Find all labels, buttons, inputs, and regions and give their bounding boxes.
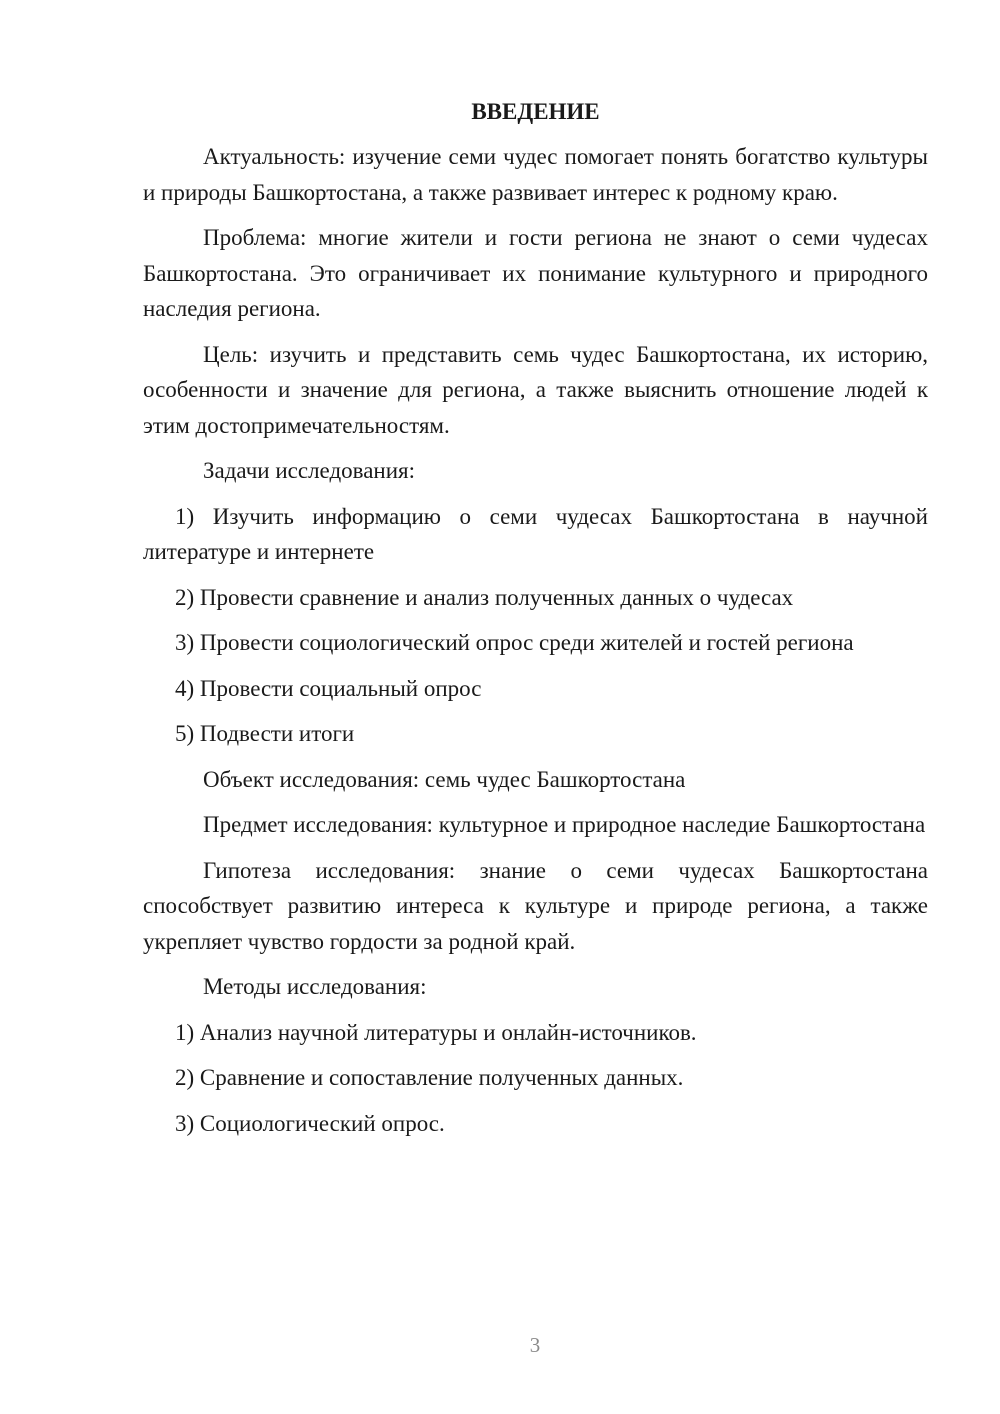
object-paragraph: Объект исследования: семь чудес Башкортостана [203, 766, 686, 792]
method-item: 1) Анализ научной литературы и онлайн-источников. [175, 1019, 697, 1045]
page-body [143, 94, 928, 1151]
task-item: 5) Подвести итоги [175, 721, 355, 746]
goal-paragraph: Цель: изучить и представить семь чудес Башкортостана, их историю, особенности и значение для региона, а также выяснить отношение людей к этим достопримечательностям. [143, 341, 928, 438]
problem-paragraph: Проблема: многие жители и гости региона не знают о семи чудесах Башкортостана. Это ограничивает их понимание культурного и природного наследия региона. [143, 225, 928, 321]
tasks-title: Задачи исследования: [203, 458, 416, 483]
task-item: 3) Провести социологический опрос среди жителей и гостей региона [175, 630, 854, 655]
methods-title: Методы исследования: [203, 974, 427, 999]
tasks-list [143, 499, 928, 752]
section-heading: ВВЕДЕНИЕ [471, 99, 600, 124]
task-item: 2) Провести сравнение и анализ полученных данных о чудесах [175, 584, 794, 610]
page-number: 3 [529, 1333, 541, 1357]
method-item: 3) Социологический опрос. [175, 1110, 445, 1136]
relevance-paragraph: Актуальность: изучение семи чудес помогает понять богатство культуры и природы Башкортостана, а также развивает интерес к родному краю. [143, 144, 928, 205]
subject-paragraph: Предмет исследования: культурное и природное наследие Башкортостана [203, 812, 926, 837]
methods-list [143, 1015, 928, 1142]
task-item: 4) Провести социальный опрос [175, 675, 482, 701]
method-item: 2) Сравнение и сопоставление полученных данных. [175, 1065, 684, 1090]
hypothesis-paragraph: Гипотеза исследования: знание о семи чудесах Башкортостана способствует развитию интереса к культуре и природе региона, а также укрепляет чувство гордости за родной край. [143, 857, 928, 954]
task-item: 1) Изучить информацию о семи чудесах Башкортостана в научной литературе и интернете [143, 503, 928, 564]
